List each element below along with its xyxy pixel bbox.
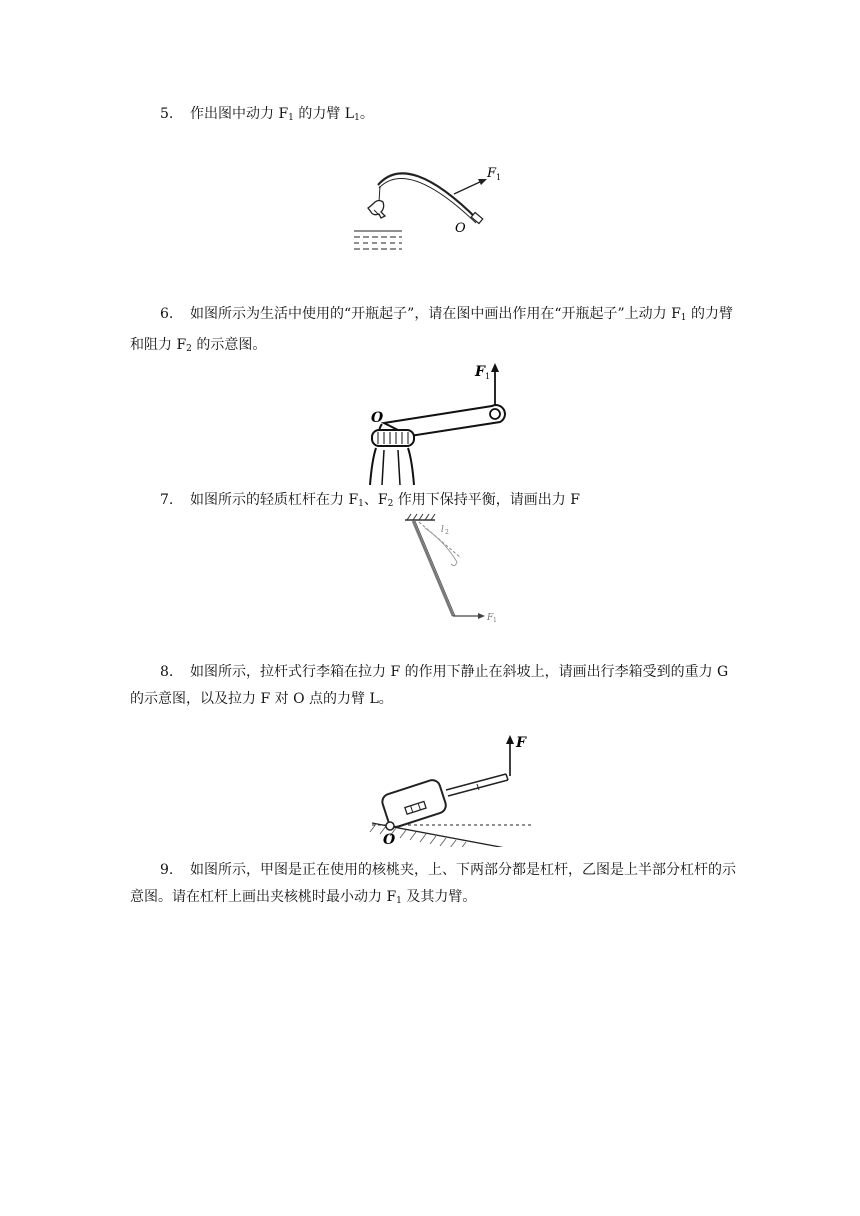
question-text: 如图所示，拉杆式行李箱在拉力 F 的作用下静止在斜坡上，请画出行李箱受到的重力 G 的示意图，以及拉力 F 对 O 点的力臂 L。 — [130, 664, 729, 707]
question-text: 如图所示的轻质杠杆在力 $F_1$、$F_2$ 作用下保持平衡，请画出力 F — [190, 492, 580, 509]
figure-suitcase-on-slope — [362, 732, 542, 847]
question-9 — [130, 857, 740, 915]
arm-subscript: 2 — [445, 529, 449, 536]
force-label: F — [475, 364, 485, 380]
question-text: 如图所示为生活中使用的“开瓶起子”，请在图中画出作用在“开瓶起子”上动力 $F_1$ 的力臂和阻力 $F_2$ 的示意图。 — [130, 306, 733, 354]
force-subscript: 1 — [496, 173, 502, 182]
force-label: F — [487, 613, 494, 623]
question-5 — [130, 101, 740, 132]
question-text: 作出图中动力 $F_1$ 的力臂 $L_1$。 — [190, 106, 374, 123]
pivot-label: O — [371, 410, 384, 426]
pivot-label: O — [383, 832, 396, 847]
force-subscript: 1 — [493, 617, 497, 624]
question-number: 8. — [160, 664, 174, 680]
force-subscript: 1 — [485, 372, 491, 381]
question-text: 如图所示，甲图是正在使用的核桃夹，上、下两部分都是杠杆，乙图是上半部分杠杆的示意图。请在杠杆上画出夹核桃时最小动力 $F_1$ 及其力臂。 — [130, 862, 736, 906]
figure-bottle-opener — [362, 360, 522, 485]
question-number: 5. — [160, 106, 174, 122]
force-label: F — [516, 735, 526, 751]
question-8 — [130, 659, 740, 713]
figure-light-lever — [395, 512, 510, 627]
figure-fishing-rod — [348, 155, 518, 255]
pivot-label: O — [455, 221, 466, 236]
question-number: 6. — [160, 306, 174, 322]
question-number: 9. — [160, 862, 174, 878]
arm-label: l — [441, 525, 444, 535]
question-number: 7. — [160, 492, 174, 508]
force-label: F — [487, 166, 497, 181]
question-6 — [130, 301, 740, 363]
